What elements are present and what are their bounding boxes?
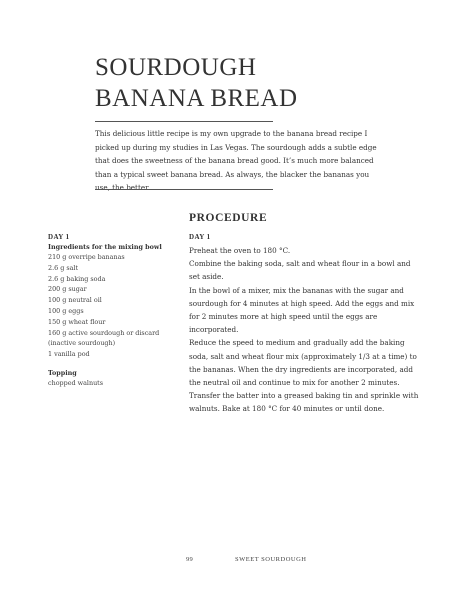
ingredient-item: 200 g sugar [48,285,87,294]
title-divider [95,121,273,122]
procedure-step: Preheat the oven to 180 °C. [189,246,291,255]
ingredients-column [48,232,173,389]
recipe-title-line-1: SOURDOUGH [95,54,257,81]
ingredient-item: 2.6 g baking soda [48,274,106,283]
procedure-column [189,212,419,416]
ingredient-item: (inactive sourdough) [48,339,116,348]
intro-paragraph: This delicious little recipe is my own upgrade to the banana bread recipe I picked up during my studies in Las Vegas. The sourdough adds a subtle edge that does the sweetness of the banana bread good. It’s much more balanced than a typical sweet banana bread. As always, the blacker the bananas you use, the better. [95,129,377,193]
ingredient-item: 100 g eggs [48,306,84,315]
recipe-title-line-2: BANANA BREAD [95,85,298,112]
ingredients-day-label: DAY 1 [48,233,70,241]
ingredient-item: 100 g neutral oil [48,296,102,305]
intro-divider [95,189,273,190]
ingredient-item: 2.6 g salt [48,263,79,272]
topping-label: Topping [48,368,77,377]
procedure-step: In the bowl of a mixer, mix the bananas with the sugar and sourdough for 4 minutes at high speed. Add the eggs and mix for 2 minutes more at high speed until the eggs are incorporated. [189,285,415,335]
ingredient-item: 160 g active sourdough or discard [48,328,160,337]
topping-item: chopped walnuts [48,378,104,387]
running-footer-section: SWEET SOURDOUGH [235,556,307,563]
procedure-steps [189,244,419,416]
procedure-step: Reduce the speed to medium and gradually add the baking soda, salt and wheat flour mix (approximately 1/3 at a time) to the bananas. When the dry ingredients are incorporated, add the neutral oil and continue to mix for another 2 minutes. [189,338,417,388]
ingredient-item: 1 vanilla pod [48,350,90,359]
page-number: 99 [186,556,194,563]
recipe-title [95,52,298,114]
ingredients-list [48,252,173,360]
procedure-day-label: DAY 1 [189,233,211,241]
procedure-heading: PROCEDURE [189,212,268,224]
procedure-step: Transfer the batter into a greased baking tin and sprinkle with walnuts. Bake at 180 °C for 40 minutes or until done. [189,391,419,414]
ingredient-item: 150 g wheat flour [48,317,106,326]
ingredients-section-label: Ingredients for the mixing bowl [48,243,162,251]
ingredient-item: 210 g overripe bananas [48,253,125,261]
procedure-step: Combine the baking soda, salt and wheat flour in a bowl and set aside. [189,259,411,282]
